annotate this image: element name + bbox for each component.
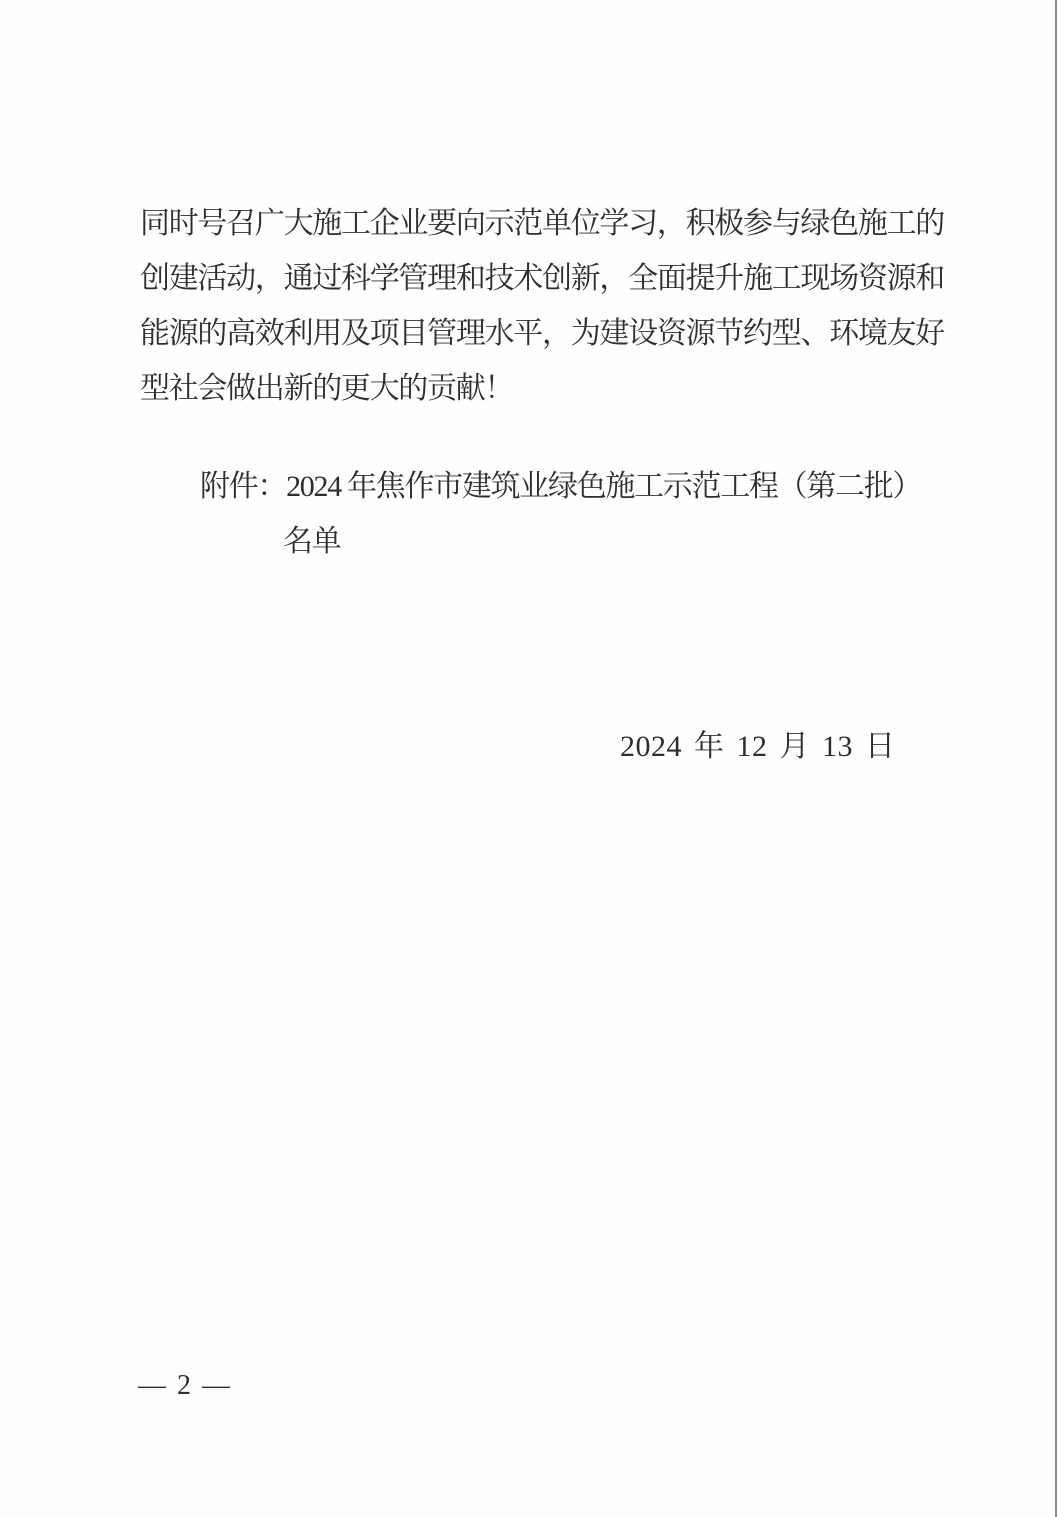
attachment-title-continuation: 名单 (283, 525, 341, 558)
paragraph-line: 型社会做出新的更大的贡献！ (140, 372, 514, 405)
paragraph-line: 同时号召广大施工企业要向示范单位学习，积极参与绿色施工的 (140, 207, 944, 240)
paragraph-line: 创建活动，通过科学管理和技术创新，全面提升施工现场资源和 (140, 262, 944, 295)
document-date: 2024 年 12 月 13 日 (620, 730, 896, 763)
page-number: — 2 — (138, 1370, 232, 1401)
body-paragraph (140, 196, 944, 416)
paragraph-line: 能源的高效利用及项目管理水平，为建设资源节约型、环境友好 (140, 317, 944, 350)
attachment-title-line: 附件：2024 年焦作市建筑业绿色施工示范工程（第二批） (200, 470, 922, 503)
attachment-note (200, 459, 960, 569)
page-edge-divider (1055, 0, 1057, 1517)
